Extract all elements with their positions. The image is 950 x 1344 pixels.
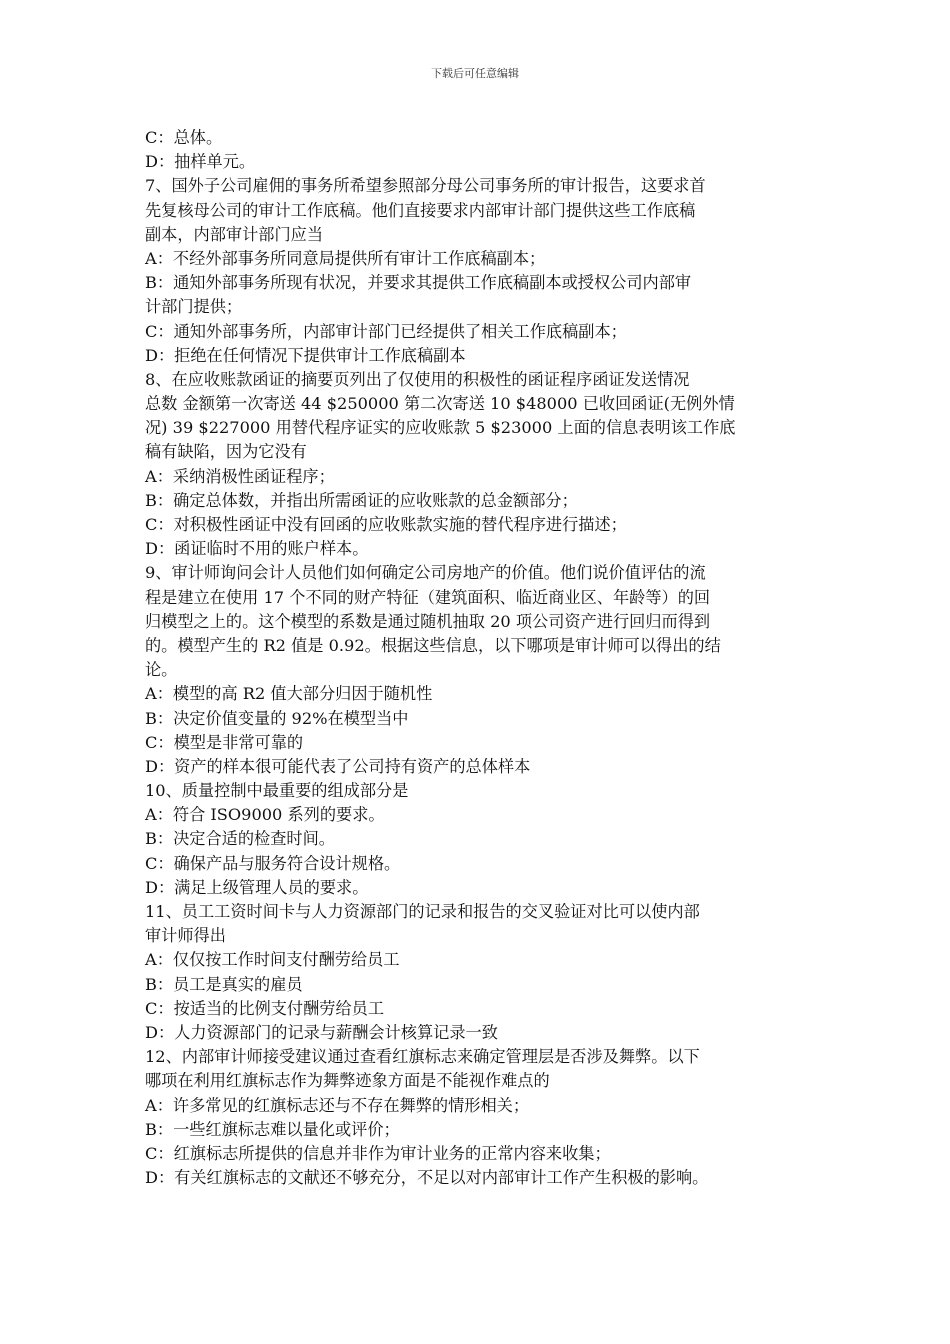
text-line: 11、员工工资时间卡与人力资源部门的记录和报告的交叉验证对比可以使内部	[145, 902, 700, 921]
text-line: D：函证临时不用的账户样本。	[145, 539, 369, 559]
page-header: 下载后可任意编辑	[431, 67, 519, 80]
text-line: 的。模型产生的 R2 值是 0.92。根据这些信息，以下哪项是审计师可以得出的结	[145, 635, 721, 655]
text-line: 程是建立在使用 17 个不同的财产特征（建筑面积、临近商业区、年龄等）的回	[145, 587, 711, 607]
text-line: 7、国外子公司雇佣的事务所希望参照部分母公司事务所的审计报告，这要求首	[145, 176, 706, 196]
text-line: 论。	[145, 660, 178, 680]
text-line: D：抽样单元。	[145, 152, 256, 172]
text-line: D：拒绝在任何情况下提供审计工作底稿副本	[145, 345, 466, 365]
text-line: B：决定价值变量的 92%在模型当中	[145, 708, 409, 728]
text-line: A：采纳消极性函证程序；	[145, 466, 335, 486]
text-line: 计部门提供；	[145, 297, 243, 317]
text-line: A：不经外部事务所同意局提供所有审计工作底稿副本；	[145, 248, 546, 268]
text-line: 哪项在利用红旗标志作为舞弊迹象方面是不能视作难点的	[145, 1071, 550, 1091]
text-line: 稿有缺陷，因为它没有	[145, 442, 307, 462]
text-line: A：许多常见的红旗标志还与不存在舞弊的情形相关；	[145, 1095, 530, 1115]
text-line: 先复核母公司的审计工作底稿。他们直接要求内部审计部门提供这些工作底稿	[145, 200, 696, 220]
text-line: D：满足上级管理人员的要求。	[145, 877, 369, 897]
text-line: A：模型的高 R2 值大部分归因于随机性	[145, 684, 433, 704]
text-line: C：确保产品与服务符合设计规格。	[145, 853, 401, 873]
text-line: C：总体。	[145, 128, 223, 147]
text-line: A：符合 ISO9000 系列的要求。	[145, 805, 385, 825]
text-line: B：一些红旗标志难以量化或评价；	[145, 1119, 400, 1139]
text-line: 12、内部审计师接受建议通过查看红旗标志来确定管理层是否涉及舞弊。以下	[145, 1047, 700, 1067]
text-line: C：按适当的比例支付酬劳给员工	[145, 998, 385, 1018]
text-line: 9、审计师询问会计人员他们如何确定公司房地产的价值。他们说价值评估的流	[145, 563, 706, 583]
text-line: 10、质量控制中最重要的组成部分是	[145, 781, 409, 801]
text-line: 总数 金额第一次寄送 44 $250000 第二次寄送 10 $48000 已收回函证(无例外情	[145, 394, 735, 414]
text-line: B：确定总体数，并指出所需函证的应收账款的总金额部分；	[145, 490, 578, 510]
text-line: C：对积极性函证中没有回函的应收账款实施的替代程序进行描述；	[145, 515, 627, 534]
text-line: D：有关红旗标志的文献还不够充分，不足以对内部审计工作产生积极的影响。	[145, 1168, 709, 1188]
text-line: A：仅仅按工作时间支付酬劳给员工	[145, 950, 400, 970]
text-line: B：通知外部事务所现有状况，并要求其提供工作底稿副本或授权公司内部审	[145, 273, 692, 293]
text-line: 8、在应收账款函证的摘要页列出了仅使用的积极性的函证程序函证发送情况	[145, 369, 690, 389]
text-line: 况) 39 $227000 用替代程序证实的应收账款 5 $23000 上面的信息表明该工作底	[145, 418, 736, 438]
text-line: C：红旗标志所提供的信息并非作为审计业务的正常内容来收集；	[145, 1143, 611, 1163]
text-line: 副本，内部审计部门应当	[145, 224, 324, 244]
text-line: 归模型之上的。这个模型的系数是通过随机抽取 20 项公司资产进行回归而得到	[145, 611, 711, 631]
text-line: 审计师得出	[145, 926, 226, 946]
document-body	[145, 126, 810, 1190]
text-line: C：通知外部事务所，内部审计部门已经提供了相关工作底稿副本；	[145, 321, 627, 341]
text-line: D：资产的样本很可能代表了公司持有资产的总体样本	[145, 756, 531, 776]
text-line: C：模型是非常可靠的	[145, 732, 304, 752]
text-line: B：员工是真实的雇员	[145, 974, 303, 994]
text-line: D：人力资源部门的记录与薪酬会计核算记录一致	[145, 1022, 498, 1042]
text-line: B：决定合适的检查时间。	[145, 829, 335, 849]
